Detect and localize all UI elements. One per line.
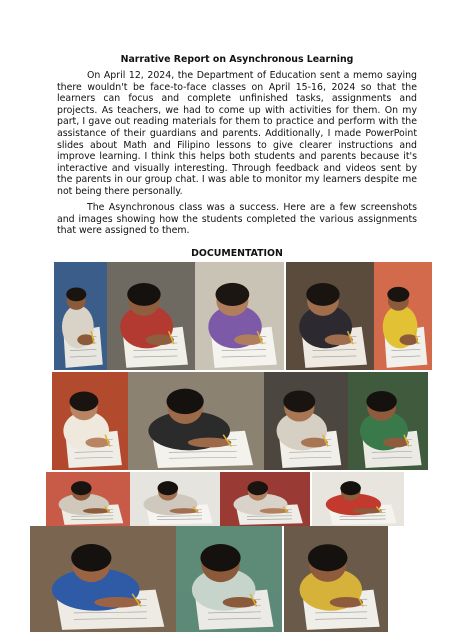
student-photo (374, 262, 432, 370)
student-photo (220, 472, 310, 526)
photo-image (176, 526, 282, 632)
student-photo (286, 262, 374, 370)
student-photo (54, 262, 107, 370)
photo-image (52, 372, 128, 470)
student-photo (264, 372, 348, 470)
student-photo (312, 472, 404, 526)
student-photo (30, 526, 176, 632)
photo-image (30, 526, 176, 632)
photo-image (264, 372, 348, 470)
documentation-heading: DOCUMENTATION (191, 248, 283, 259)
photo-image (54, 262, 107, 370)
photo-image (374, 262, 432, 370)
student-photo (348, 372, 428, 470)
report-title: Narrative Report on Asynchronous Learning (120, 54, 354, 65)
photo-image (348, 372, 428, 470)
photo-image (128, 372, 264, 470)
photo-image (220, 472, 310, 526)
photo-image (130, 472, 220, 526)
student-photo (195, 262, 284, 370)
photo-image (312, 472, 404, 526)
student-photo (130, 472, 220, 526)
student-photo (128, 372, 264, 470)
student-photo (52, 372, 128, 470)
photo-image (195, 262, 284, 370)
photo-image (107, 262, 195, 370)
student-photo (284, 526, 388, 632)
photo-image (284, 526, 388, 632)
student-photo (107, 262, 195, 370)
photo-image (46, 472, 130, 526)
body-paragraph-2: The Asynchronous class was a success. Here are a few screenshots and images showing how the students completed the various assignments that were assigned to them. (57, 202, 417, 237)
student-photo (46, 472, 130, 526)
student-photo (176, 526, 282, 632)
body-paragraph-1: On April 12, 2024, the Department of Education sent a memo saying there wouldn't be face-to-face classes on April 15-16, 2024 so that the learners can focus and complete unfinished tasks, assignments and projects. As teachers, we had to come up with activities for them. On my part, I gave out reading materials for them to practice and perform with the assistance of their guardians and parents. Additionally, I made PowerPoint slides about Math and Filipino lessons to give clearer instructions and improve learning. I think this helps both students and parents because it's interactive and visually interesting. Through feedback and videos sent by the parents in our group chat. I was able to monitor my learners despite me not being there personally. (57, 70, 417, 197)
photo-image (286, 262, 374, 370)
